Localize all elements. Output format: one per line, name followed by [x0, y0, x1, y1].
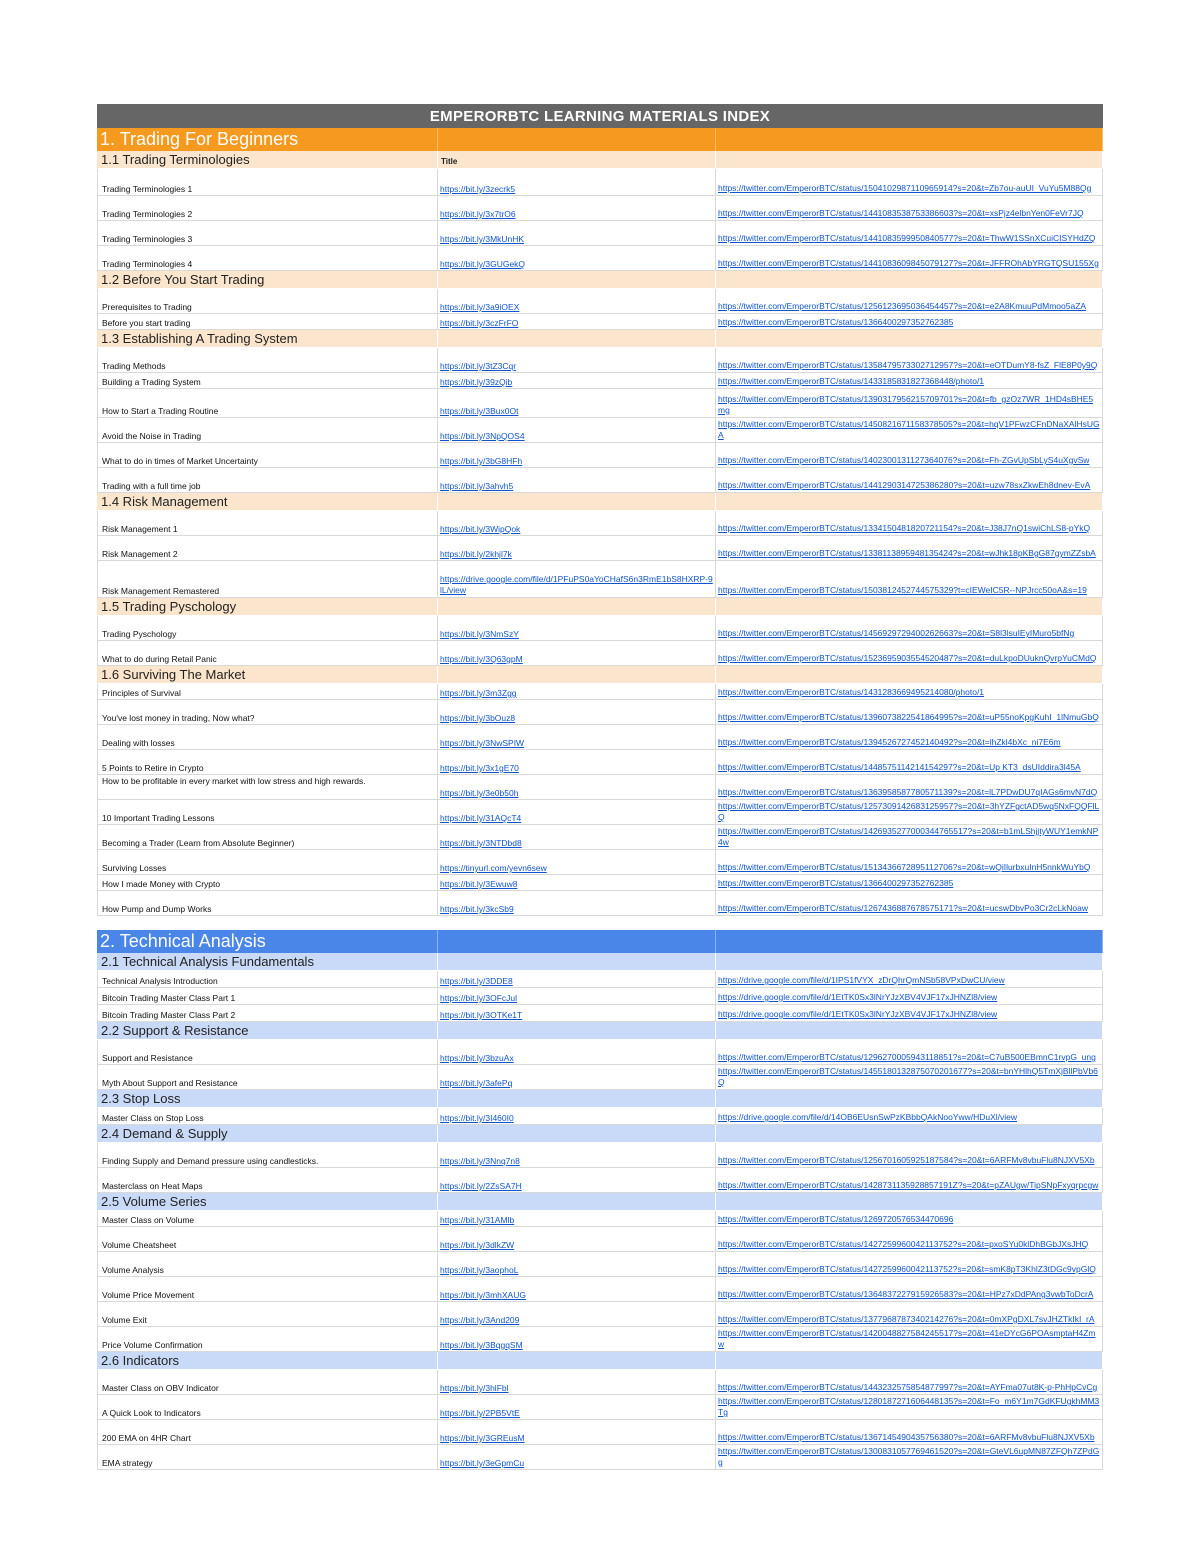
- subsection-header: [97, 1090, 1103, 1108]
- column-header-title: [438, 953, 716, 971]
- column-header-title: [438, 493, 716, 511]
- subsection-header: [97, 953, 1103, 971]
- source-link[interactable]: https://twitter.com/EmperorBTC/status/1269720576534470696: [716, 1211, 1103, 1226]
- short-link[interactable]: https://drive.google.com/file/d/1PFuPS0aYoCHafS6n3RmE1bS8HXRP-9lL/view: [438, 561, 716, 597]
- source-link[interactable]: https://twitter.com/EmperorBTC/status/1296270005943118851?s=20&t=C7uB500EBmnC1rvpG_ung: [716, 1040, 1103, 1064]
- table-row: [97, 1445, 1103, 1470]
- subsection-title: 1.4 Risk Management: [97, 493, 438, 511]
- material-name: Risk Management Remastered: [97, 561, 438, 597]
- source-link[interactable]: https://twitter.com/EmperorBTC/status/1426935277000344765517?s=20&t=b1mLShjjtyWUY1emkNP4w: [716, 825, 1103, 849]
- source-link[interactable]: https://twitter.com/EmperorBTC/status/1441083599950840577?s=20&t=ThwW1SSnXCuiCISYHdZQ: [716, 221, 1103, 245]
- short-link[interactable]: https://bit.ly/3NpQOS4: [438, 418, 716, 442]
- short-link[interactable]: https://bit.ly/3m3Zgg: [438, 684, 716, 699]
- short-link[interactable]: https://bit.ly/3I460I0: [438, 1108, 716, 1124]
- source-link[interactable]: https://twitter.com/EmperorBTC/status/1267436887678575171?s=20&t=ucswDbvPo3Cr2cLkNoaw: [716, 891, 1103, 915]
- short-link[interactable]: https://bit.ly/3Ewuw8: [438, 875, 716, 890]
- material-name: How Pump and Dump Works: [97, 891, 438, 915]
- material-name: Surviving Losses: [97, 850, 438, 874]
- short-link[interactable]: https://bit.ly/3BqgqSM: [438, 1327, 716, 1351]
- table-row: [97, 418, 1103, 443]
- short-link[interactable]: https://bit.ly/3aophoL: [438, 1252, 716, 1276]
- subsection-header-cell: [716, 151, 1103, 169]
- table-row: [97, 1005, 1103, 1022]
- column-header-title: [438, 330, 716, 348]
- subsection-title: 2.6 Indicators: [97, 1352, 438, 1370]
- table-row: [97, 1065, 1103, 1090]
- source-link[interactable]: https://twitter.com/EmperorBTC/status/1394526727452140492?s=20&t=lhZkl4bXc_ni7E6m: [716, 725, 1103, 749]
- source-link[interactable]: https://twitter.com/EmperorBTC/status/1431283669495214080/photo/1: [716, 684, 1103, 699]
- section-header-cell: [438, 930, 716, 953]
- short-link[interactable]: https://bit.ly/3GUGekQ: [438, 246, 716, 270]
- table-row: [97, 348, 1103, 373]
- short-link[interactable]: https://bit.ly/3e0b50h: [438, 775, 716, 799]
- subsection-header-cell: [716, 330, 1103, 348]
- short-link[interactable]: https://bit.ly/3a9iOEX: [438, 289, 716, 313]
- material-name: Master Class on Volume: [97, 1211, 438, 1226]
- subsection-header-cell: [716, 1022, 1103, 1040]
- source-link[interactable]: https://twitter.com/EmperorBTC/status/1257309142683125957?s=20&t=3hYZFgctAD5wq5NxFQQFlLQ: [716, 800, 1103, 824]
- source-link[interactable]: https://drive.google.com/file/d/1EtTK0Sx3lNrYJzXBV4VJF17xJHNZl8/view: [716, 1005, 1103, 1021]
- table-row: [97, 561, 1103, 598]
- column-header-title: [438, 598, 716, 616]
- table-row: [97, 1252, 1103, 1277]
- material-name: Trading Methods: [97, 348, 438, 372]
- material-name: Volume Analysis: [97, 1252, 438, 1276]
- source-link[interactable]: https://twitter.com/EmperorBTC/status/1256123695036454457?s=20&t=e2A8KmuuPdMmoo5aZA: [716, 289, 1103, 313]
- column-header-title: [438, 1352, 716, 1370]
- material-name: How I made Money with Crypto: [97, 875, 438, 890]
- subsection-header-cell: [716, 1090, 1103, 1108]
- subsection-title: 2.2 Support & Resistance: [97, 1022, 438, 1040]
- subsection-header: [97, 666, 1103, 684]
- short-link[interactable]: https://tinyurl.com/yevn6sew: [438, 850, 716, 874]
- source-link[interactable]: https://twitter.com/EmperorBTC/status/1390317956215709701?s=20&t=fb_gzOz7WR_1HD4sBHE5mg: [716, 389, 1103, 417]
- material-name: Trading Terminologies 2: [97, 196, 438, 220]
- material-name: Avoid the Noise in Trading: [97, 418, 438, 442]
- table-row: [97, 700, 1103, 725]
- short-link[interactable]: https://bit.ly/3bzuAx: [438, 1040, 716, 1064]
- table-row: [97, 511, 1103, 536]
- column-header-title: [438, 1125, 716, 1143]
- spreadsheet: [97, 104, 1103, 1470]
- material-name: EMA strategy: [97, 1445, 438, 1469]
- source-link[interactable]: https://twitter.com/EmperorBTC/status/1280187271606448135?s=20&t=Fo_m6Y1m7GdKFUgkhMM3Tg: [716, 1395, 1103, 1419]
- source-link[interactable]: https://twitter.com/EmperorBTC/status/1456929729400262663?s=20&t=S8l3lsuIEyIMuro5bfNg: [716, 616, 1103, 640]
- table-row: [97, 750, 1103, 775]
- column-header-title: [438, 1090, 716, 1108]
- short-link[interactable]: https://bit.ly/3And209: [438, 1302, 716, 1326]
- material-name: Before you start trading: [97, 314, 438, 329]
- source-link[interactable]: https://twitter.com/EmperorBTC/status/1427259960042113752?s=20&t=pxoSYu0klDhBGbJXsJHQ: [716, 1227, 1103, 1251]
- source-link[interactable]: https://twitter.com/EmperorBTC/status/1366400297352762385: [716, 314, 1103, 329]
- table-row: [97, 1370, 1103, 1395]
- material-name: Trading Pyschology: [97, 616, 438, 640]
- table-row: [97, 684, 1103, 700]
- short-link[interactable]: https://bit.ly/3mhXAUG: [438, 1277, 716, 1301]
- short-link[interactable]: https://bit.ly/3hlFbl: [438, 1370, 716, 1394]
- subsection-header: [97, 1022, 1103, 1040]
- short-link[interactable]: https://bit.ly/3Bux0Ot: [438, 389, 716, 417]
- source-link[interactable]: https://twitter.com/EmperorBTC/status/1363958587780571139?s=20&t=lL7PDwDU7qIAGs6mvN7dQ: [716, 775, 1103, 799]
- source-link[interactable]: https://twitter.com/EmperorBTC/status/1455180132875070201677?s=20&t=bnYHlhQ5TmXjBllPbVb6Q: [716, 1065, 1103, 1089]
- subsection-title: 1.3 Establishing A Trading System: [97, 330, 438, 348]
- section-title: 2. Technical Analysis: [97, 930, 438, 953]
- source-link[interactable]: https://twitter.com/EmperorBTC/status/1513436672895112706?s=20&t=wQiIlurbxuInH5nnkWuYbQ: [716, 850, 1103, 874]
- source-link[interactable]: https://twitter.com/EmperorBTC/status/1523695903554520487?s=20&t=duLkpoDUuknQvrpYuCMdQ: [716, 641, 1103, 665]
- subsection-header: [97, 151, 1103, 169]
- short-link[interactable]: https://bit.ly/3Q63gpM: [438, 641, 716, 665]
- subsection-header: [97, 330, 1103, 348]
- material-name: Myth About Support and Resistance: [97, 1065, 438, 1089]
- short-link[interactable]: https://bit.ly/3NmSzY: [438, 616, 716, 640]
- short-link[interactable]: https://bit.ly/3NTDbd8: [438, 825, 716, 849]
- section-header: [97, 930, 1103, 953]
- source-link[interactable]: https://twitter.com/EmperorBTC/status/1300831057769461520?s=20&t=GteVL6upMN87ZFQh7ZPdGg: [716, 1445, 1103, 1469]
- source-link[interactable]: https://twitter.com/EmperorBTC/status/1450821671158378505?s=20&t=hqV1PFwzCFnDNaXAlHsUGA: [716, 418, 1103, 442]
- table-row: [97, 1168, 1103, 1193]
- subsection-title: 1.1 Trading Terminologies: [97, 151, 438, 169]
- table-row: [97, 1143, 1103, 1168]
- material-name: Bitcoin Trading Master Class Part 2: [97, 1005, 438, 1021]
- table-row: [97, 1211, 1103, 1227]
- subsection-title: 2.3 Stop Loss: [97, 1090, 438, 1108]
- source-link[interactable]: https://twitter.com/EmperorBTC/status/1358479573302712957?s=20&t=eOTDumY8-fsZ_FlE8P0y9Q: [716, 348, 1103, 372]
- table-row: [97, 1277, 1103, 1302]
- source-link[interactable]: https://drive.google.com/file/d/14OB6EUsnSwPzKBbbQAkNooYww/HDuXl/view: [716, 1108, 1103, 1124]
- column-header-title: [438, 1022, 716, 1040]
- table-row: [97, 850, 1103, 875]
- material-name: Volume Cheatsheet: [97, 1227, 438, 1251]
- material-name: How to be profitable in every market with low stress and high rewards.: [97, 775, 438, 799]
- material-name: What to do in times of Market Uncertainty: [97, 443, 438, 467]
- short-link[interactable]: https://bit.ly/31AQcT4: [438, 800, 716, 824]
- subsection-header: [97, 271, 1103, 289]
- material-name: Principles of Survival: [97, 684, 438, 699]
- subsection-header-cell: [716, 493, 1103, 511]
- table-row: [97, 1395, 1103, 1420]
- short-link[interactable]: https://bit.ly/3WipQok: [438, 511, 716, 535]
- material-name: You've lost money in trading, Now what?: [97, 700, 438, 724]
- table-row: [97, 971, 1103, 988]
- subsection-header: [97, 1125, 1103, 1143]
- short-link[interactable]: https://bit.ly/2khjl7k: [438, 536, 716, 560]
- subsection-title: 2.1 Technical Analysis Fundamentals: [97, 953, 438, 971]
- section-header-cell: [716, 930, 1103, 953]
- sheet-body: [97, 128, 1103, 1470]
- table-row: [97, 1327, 1103, 1352]
- short-link[interactable]: https://bit.ly/3ahvh5: [438, 468, 716, 492]
- source-link[interactable]: https://twitter.com/EmperorBTC/status/1338113895948135424?s=20&t=wJhk18pKBgG87gymZZsbA: [716, 536, 1103, 560]
- material-name: Prerequisites to Trading: [97, 289, 438, 313]
- subsection-header-cell: [716, 598, 1103, 616]
- source-link[interactable]: https://twitter.com/EmperorBTC/status/1427259960042113752?s=20&t=smK8pT3KhlZ3tDGc9vpGlQ: [716, 1252, 1103, 1276]
- material-name: Risk Management 2: [97, 536, 438, 560]
- short-link[interactable]: https://bit.ly/3Nnq7n8: [438, 1143, 716, 1167]
- material-name: Masterclass on Heat Maps: [97, 1168, 438, 1192]
- material-name: Risk Management 1: [97, 511, 438, 535]
- source-link[interactable]: https://twitter.com/EmperorBTC/status/1441290314725386280?s=20&t=uzw78sxZkwEh8dnev-EvA: [716, 468, 1103, 492]
- table-row: [97, 196, 1103, 221]
- section-header: [97, 128, 1103, 151]
- subsection-header: [97, 598, 1103, 616]
- source-link[interactable]: https://twitter.com/EmperorBTC/status/1334150481820721154?s=20&t=J38J7nQ1swiChLS8-pYkQ: [716, 511, 1103, 535]
- table-row: [97, 988, 1103, 1005]
- table-row: [97, 443, 1103, 468]
- short-link[interactable]: https://bit.ly/3x7trO6: [438, 196, 716, 220]
- source-link[interactable]: https://twitter.com/EmperorBTC/status/1377968787340214276?s=20&t=0mXPgDXL7svJHZTkIkI_rA: [716, 1302, 1103, 1326]
- short-link[interactable]: https://bit.ly/3GREusM: [438, 1420, 716, 1444]
- subsection-title: 1.6 Surviving The Market: [97, 666, 438, 684]
- material-name: 5 Points to Retire in Crypto: [97, 750, 438, 774]
- source-link[interactable]: https://twitter.com/EmperorBTC/status/1402300131127364076?s=20&t=Fh-ZGvUpSbLyS4uXgvSw: [716, 443, 1103, 467]
- table-row: [97, 825, 1103, 850]
- material-name: Becoming a Trader (Learn from Absolute Beginner): [97, 825, 438, 849]
- subsection-header-cell: [716, 271, 1103, 289]
- short-link[interactable]: https://bit.ly/3OFcJul: [438, 988, 716, 1004]
- short-link[interactable]: https://bit.ly/3x1gE70: [438, 750, 716, 774]
- short-link[interactable]: https://bit.ly/3tZ3Cqr: [438, 348, 716, 372]
- source-link[interactable]: https://twitter.com/EmperorBTC/status/1420048827584245517?s=20&t=41eDYcG6POAsmptaH4Zmw: [716, 1327, 1103, 1351]
- table-row: [97, 169, 1103, 196]
- section-header-cell: [716, 128, 1103, 151]
- source-link[interactable]: https://twitter.com/EmperorBTC/status/1428731135928857191Z?s=20&t=pZAUgw/TipSNpFxyqrpcgw: [716, 1168, 1103, 1192]
- short-link[interactable]: https://bit.ly/3bOuz8: [438, 700, 716, 724]
- source-link[interactable]: https://twitter.com/EmperorBTC/status/1441083538753386603?s=20&t=xsPjz4elbnYen0FeVr7JQ: [716, 196, 1103, 220]
- source-link[interactable]: https://twitter.com/EmperorBTC/status/1396073822541864995?s=20&t=uP55noKpgKuhI_1lNmuGbQ: [716, 700, 1103, 724]
- table-row: [97, 314, 1103, 330]
- source-link[interactable]: https://twitter.com/EmperorBTC/status/1503812452744575329?t=cIEWeIC5R--NPJrcc50oA&s=19: [716, 561, 1103, 597]
- material-name: Master Class on OBV Indicator: [97, 1370, 438, 1394]
- material-name: How to Start a Trading Routine: [97, 389, 438, 417]
- source-link[interactable]: https://drive.google.com/file/d/1IPS1fVYX_zDrQhrQmNSb58VPxDwCU/view: [716, 971, 1103, 987]
- short-link[interactable]: https://bit.ly/2ZsSA7H: [438, 1168, 716, 1192]
- table-row: [97, 289, 1103, 314]
- subsection-header-cell: [716, 1352, 1103, 1370]
- table-row: [97, 373, 1103, 389]
- spacer-row: [97, 916, 1103, 930]
- material-name: Volume Exit: [97, 1302, 438, 1326]
- short-link[interactable]: https://bit.ly/3eGpmCu: [438, 1445, 716, 1469]
- subsection-title: 1.2 Before You Start Trading: [97, 271, 438, 289]
- sheet-title: EMPERORBTC LEARNING MATERIALS INDEX: [97, 104, 1103, 128]
- table-row: [97, 891, 1103, 916]
- short-link[interactable]: https://bit.ly/3NwSPIW: [438, 725, 716, 749]
- table-row: [97, 1302, 1103, 1327]
- short-link[interactable]: https://bit.ly/3DDE8: [438, 971, 716, 987]
- material-name: Trading Terminologies 1: [97, 169, 438, 195]
- subsection-header-cell: [716, 1193, 1103, 1211]
- short-link[interactable]: https://bit.ly/3zecrk5: [438, 169, 716, 195]
- section-title: 1. Trading For Beginners: [97, 128, 438, 151]
- material-name: Price Volume Confirmation: [97, 1327, 438, 1351]
- column-header-title: Title: [438, 151, 716, 169]
- material-name: Trading Terminologies 3: [97, 221, 438, 245]
- source-link[interactable]: https://twitter.com/EmperorBTC/status/1366400297352762385: [716, 875, 1103, 890]
- table-row: [97, 389, 1103, 418]
- short-link[interactable]: https://bit.ly/3bG8HFh: [438, 443, 716, 467]
- material-name: 200 EMA on 4HR Chart: [97, 1420, 438, 1444]
- material-name: Finding Supply and Demand pressure using candlesticks.: [97, 1143, 438, 1167]
- table-row: [97, 536, 1103, 561]
- short-link[interactable]: https://bit.ly/3OTKe1T: [438, 1005, 716, 1021]
- source-link[interactable]: https://twitter.com/EmperorBTC/status/1364837227915926583?s=20&t=HPz7xDdPAng3vwbToDcrA: [716, 1277, 1103, 1301]
- source-link[interactable]: https://twitter.com/EmperorBTC/status/1367145490435756380?s=20&t=6ARFMv8vbuFlu8NJXV5Xb: [716, 1420, 1103, 1444]
- short-link[interactable]: https://bit.ly/3czFrFO: [438, 314, 716, 329]
- short-link[interactable]: https://bit.ly/39zQib: [438, 373, 716, 388]
- material-name: Support and Resistance: [97, 1040, 438, 1064]
- subsection-header: [97, 1352, 1103, 1370]
- material-name: Building a Trading System: [97, 373, 438, 388]
- subsection-header-cell: [716, 666, 1103, 684]
- table-row: [97, 1420, 1103, 1445]
- source-link[interactable]: https://twitter.com/EmperorBTC/status/1433185831827368448/photo/1: [716, 373, 1103, 388]
- table-row: [97, 775, 1103, 800]
- table-row: [97, 221, 1103, 246]
- source-link[interactable]: https://drive.google.com/file/d/1EtTK0Sx3lNrYJzXBV4VJF17xJHNZl8/view: [716, 988, 1103, 1004]
- material-name: Master Class on Stop Loss: [97, 1108, 438, 1124]
- short-link[interactable]: https://bit.ly/3afePq: [438, 1065, 716, 1089]
- source-link[interactable]: https://twitter.com/EmperorBTC/status/1441083609845079127?s=20&t=JFFROhAbYRGTQSU155Xg: [716, 246, 1103, 270]
- table-row: [97, 616, 1103, 641]
- material-name: 10 Important Trading Lessons: [97, 800, 438, 824]
- column-header-title: [438, 271, 716, 289]
- material-name: Technical Analysis Introduction: [97, 971, 438, 987]
- source-link[interactable]: https://twitter.com/EmperorBTC/status/1504102987110965914?s=20&t=Zb7ou-auUI_VuYu5M88Qg: [716, 169, 1103, 195]
- table-row: [97, 246, 1103, 271]
- material-name: Dealing with losses: [97, 725, 438, 749]
- table-row: [97, 1040, 1103, 1065]
- material-name: Trading Terminologies 4: [97, 246, 438, 270]
- material-name: Volume Price Movement: [97, 1277, 438, 1301]
- table-row: [97, 641, 1103, 666]
- short-link[interactable]: https://bit.ly/3kcSb9: [438, 891, 716, 915]
- source-link[interactable]: https://twitter.com/EmperorBTC/status/1448575114214154297?s=20&t=Up KT3_dsUIddira3l45A: [716, 750, 1103, 774]
- column-header-title: [438, 666, 716, 684]
- table-row: [97, 725, 1103, 750]
- short-link[interactable]: https://bit.ly/3dlkZW: [438, 1227, 716, 1251]
- source-link[interactable]: https://twitter.com/EmperorBTC/status/1256701605925187584?s=20&t=6ARFMv8vbuFlu8NJXV5Xb: [716, 1143, 1103, 1167]
- source-link[interactable]: https://twitter.com/EmperorBTC/status/1443232575854877997?s=20&t=AYFma07ut8K-p-PhHpCvCg: [716, 1370, 1103, 1394]
- subsection-title: 2.5 Volume Series: [97, 1193, 438, 1211]
- subsection-header-cell: [716, 1125, 1103, 1143]
- table-row: [97, 875, 1103, 891]
- material-name: Trading with a full time job: [97, 468, 438, 492]
- table-row: [97, 1108, 1103, 1125]
- subsection-header: [97, 1193, 1103, 1211]
- material-name: What to do during Retail Panic: [97, 641, 438, 665]
- table-row: [97, 468, 1103, 493]
- table-row: [97, 800, 1103, 825]
- table-row: [97, 1227, 1103, 1252]
- section-header-cell: [438, 128, 716, 151]
- subsection-title: 1.5 Trading Pyschology: [97, 598, 438, 616]
- subsection-title: 2.4 Demand & Supply: [97, 1125, 438, 1143]
- material-name: Bitcoin Trading Master Class Part 1: [97, 988, 438, 1004]
- material-name: A Quick Look to Indicators: [97, 1395, 438, 1419]
- column-header-title: [438, 1193, 716, 1211]
- short-link[interactable]: https://bit.ly/2PB5VtE: [438, 1395, 716, 1419]
- subsection-header-cell: [716, 953, 1103, 971]
- subsection-header: [97, 493, 1103, 511]
- short-link[interactable]: https://bit.ly/3MkUnHK: [438, 221, 716, 245]
- short-link[interactable]: https://bit.ly/31AMlb: [438, 1211, 716, 1226]
